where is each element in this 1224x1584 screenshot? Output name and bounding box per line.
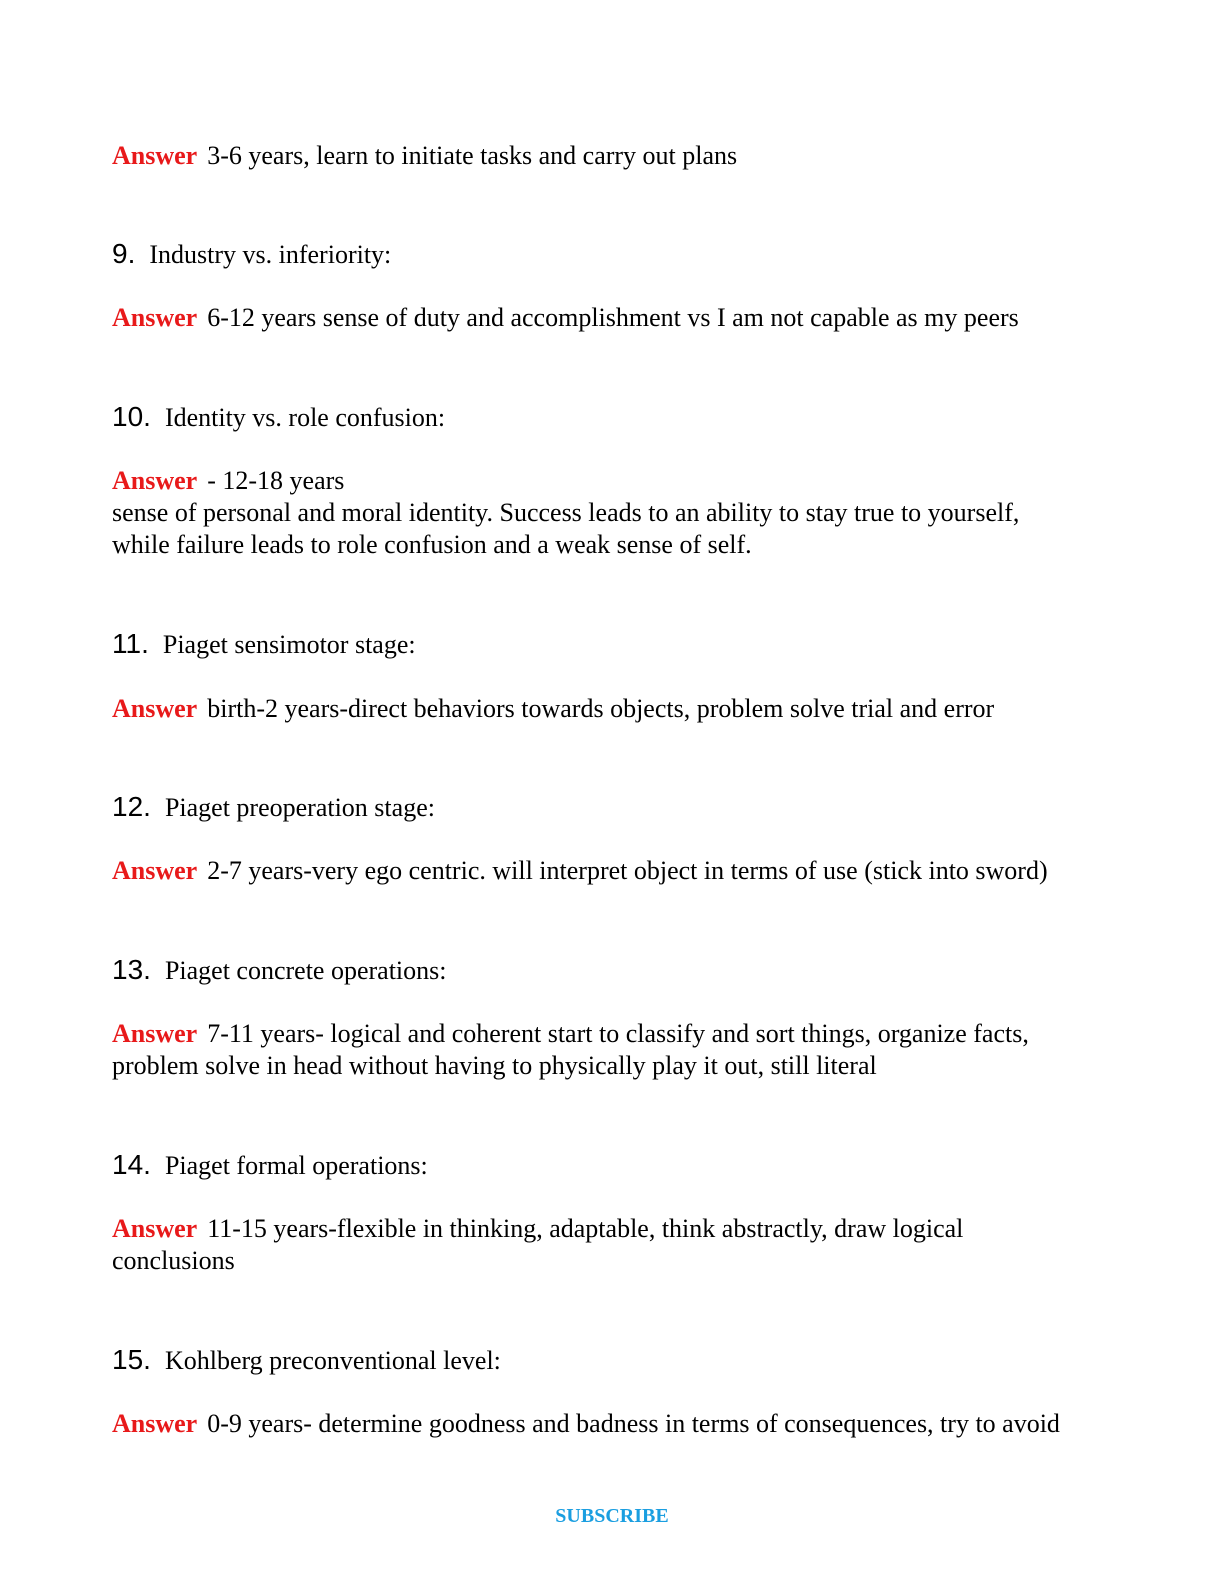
question-prompt: Piaget sensimotor stage: (162, 630, 416, 659)
answer-label: Answer (112, 1019, 198, 1048)
answer-block-12 (112, 855, 1122, 887)
question-prompt: Piaget preoperation stage: (164, 793, 435, 822)
answer-block-13 (112, 1018, 1122, 1082)
answer-text-line: while failure leads to role confusion and a weak sense of self. (112, 530, 752, 559)
question-prompt: Identity vs. role confusion: (164, 403, 446, 432)
answer-block-9 (112, 302, 1122, 334)
question-prompt: Industry vs. inferiority: (149, 240, 392, 269)
answer-text: 3-6 years, learn to initiate tasks and carry out plans (207, 141, 738, 170)
question-14 (112, 1149, 428, 1182)
answer-text-line: sense of personal and moral identity. Success leads to an ability to stay true to yourself, (112, 498, 1020, 527)
subscribe-link[interactable]: SUBSCRIBE (555, 1505, 669, 1527)
answer-label: Answer (112, 856, 198, 885)
answer-text: 7-11 years- logical and coherent start to classify and sort things, organize facts, (207, 1019, 1029, 1048)
answer-text: 6-12 years sense of duty and accomplishment vs I am not capable as my peers (207, 303, 1019, 332)
question-number: 12. (112, 791, 151, 822)
answer-text-line: problem solve in head without having to physically play it out, still literal (112, 1051, 877, 1080)
answer-block-11 (112, 693, 1122, 725)
answer-block-14 (112, 1213, 1122, 1277)
question-11 (112, 628, 416, 661)
question-15 (112, 1344, 501, 1377)
answer-block-15 (112, 1408, 1122, 1440)
question-number: 15. (112, 1344, 151, 1375)
question-prompt: Piaget concrete operations: (164, 956, 447, 985)
question-13 (112, 954, 447, 987)
answer-block-8 (112, 140, 1122, 172)
question-number: 13. (112, 954, 151, 985)
answer-label: Answer (112, 466, 198, 495)
answer-text-line: conclusions (112, 1246, 235, 1275)
question-number: 14. (112, 1149, 151, 1180)
question-9 (112, 238, 391, 271)
answer-text: birth-2 years-direct behaviors towards objects, problem solve trial and error (207, 694, 995, 723)
question-number: 10. (112, 401, 151, 432)
answer-label: Answer (112, 1214, 198, 1243)
question-prompt: Piaget formal operations: (164, 1151, 428, 1180)
answer-label: Answer (112, 303, 198, 332)
answer-text: 11-15 years-flexible in thinking, adaptable, think abstractly, draw logical (207, 1214, 964, 1243)
answer-text: - 12-18 years (207, 466, 345, 495)
answer-label: Answer (112, 1409, 198, 1438)
question-number: 11. (112, 628, 149, 659)
answer-text: 0-9 years- determine goodness and badness in terms of consequences, try to avoid (207, 1409, 1060, 1438)
answer-block-10 (112, 465, 1122, 561)
answer-text: 2-7 years-very ego centric. will interpret object in terms of use (stick into sword) (207, 856, 1048, 885)
question-10 (112, 401, 445, 434)
question-12 (112, 791, 435, 824)
question-prompt: Kohlberg preconventional level: (164, 1346, 501, 1375)
question-number: 9. (112, 238, 136, 269)
answer-label: Answer (112, 694, 198, 723)
answer-label: Answer (112, 141, 198, 170)
